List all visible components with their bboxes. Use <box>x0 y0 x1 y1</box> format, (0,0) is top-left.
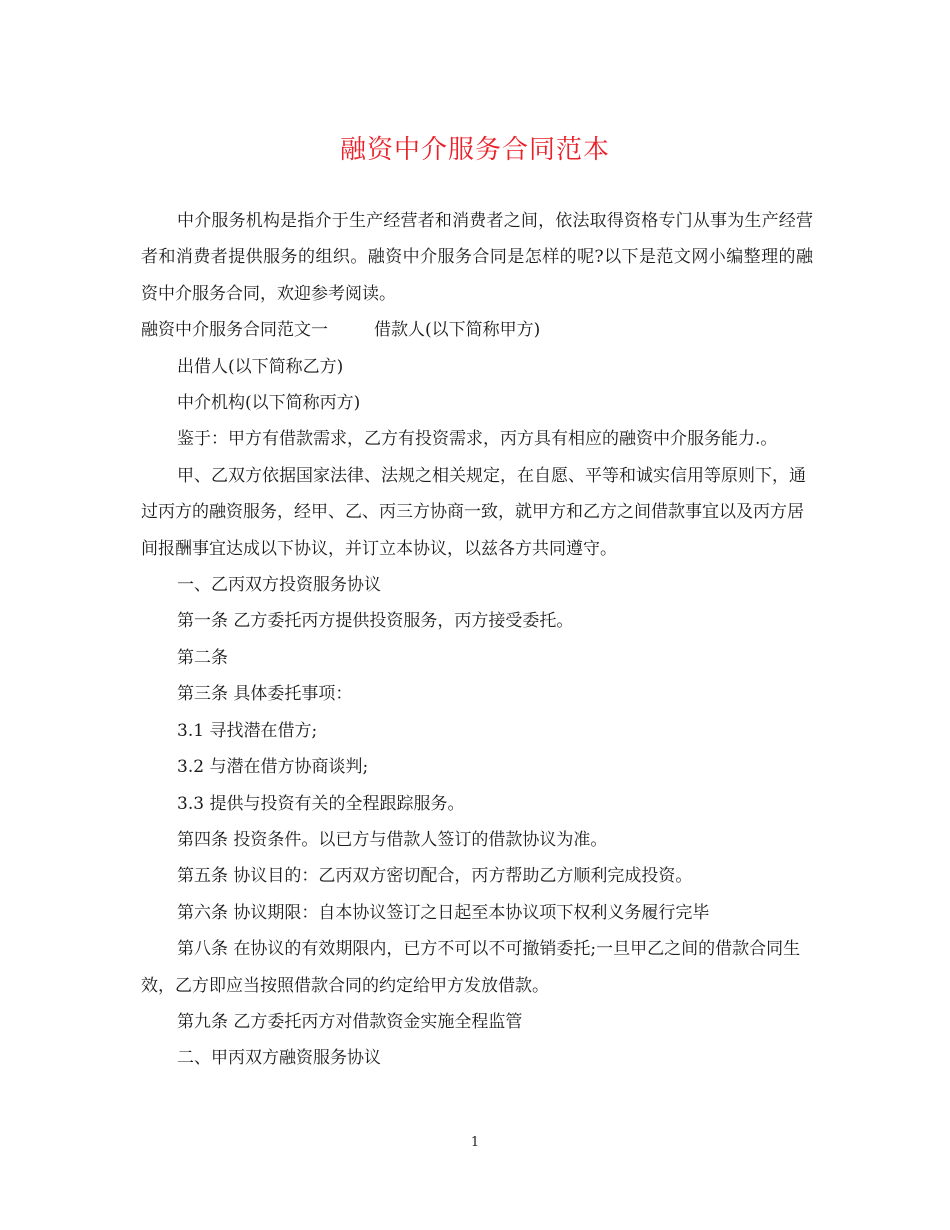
agreement-paragraph: 甲、乙双方依据国家法律、法规之相关规定，在自愿、平等和诚实信用等原则下，通过丙方的融资服务，经甲、乙、丙三方协商一致，就甲方和乙方之间借款事宜以及丙方居间报酬事宜达成以下协议，并订立本协议，以兹各方共同遵守。 <box>141 465 806 559</box>
party-a-label: 借款人(以下简称甲方) <box>374 320 541 341</box>
document-body <box>141 203 813 1077</box>
party-c-label: 中介机构(以下简称丙方) <box>177 393 361 414</box>
article-9: 第九条 乙方委托丙方对借款资金实施全程监管 <box>177 1011 523 1032</box>
whereas-paragraph: 鉴于：甲方有借款需求，乙方有投资需求，丙方具有相应的融资中介服务能力.。 <box>177 429 778 450</box>
party-b-label: 出借人(以下简称乙方) <box>177 356 344 377</box>
document-title: 融资中介服务合同范本 <box>339 135 610 165</box>
article-2: 第二条 <box>177 647 228 668</box>
article-8: 第八条 在协议的有效期限内，已方不可以不可撤销委托;一旦甲乙之间的借款合同生效，乙方即应当按照借款合同的约定给甲方发放借款。 <box>141 939 801 996</box>
article-3: 第三条 具体委托事项： <box>177 684 353 705</box>
item-3-2: 3.2 与潜在借方协商谈判; <box>177 757 369 778</box>
item-3-1: 3.1 寻找潜在借方; <box>177 720 318 741</box>
article-4: 第四条 投资条件。以已方与借款人签订的借款协议为准。 <box>177 829 608 850</box>
section-heading-1: 一、乙丙双方投资服务协议 <box>177 575 381 596</box>
article-1: 第一条 乙方委托丙方提供投资服务，丙方接受委托。 <box>177 611 574 632</box>
sample-label: 融资中介服务合同范文一 <box>141 320 328 341</box>
sample-heading-row <box>141 312 813 348</box>
article-5: 第五条 协议目的：乙丙双方密切配合，丙方帮助乙方顺利完成投资。 <box>177 866 693 887</box>
page-number: 1 <box>470 1135 480 1150</box>
item-3-3: 3.3 提供与投资有关的全程跟踪服务。 <box>177 793 465 814</box>
article-6: 第六条 协议期限：自本协议签订之日起至本协议项下权利义务履行完毕 <box>177 902 710 923</box>
section-heading-2: 二、甲丙双方融资服务协议 <box>177 1048 381 1069</box>
intro-paragraph: 中介服务机构是指介于生产经营者和消费者之间，依法取得资格专门从事为生产经营者和消费者提供服务的组织。融资中介服务合同是怎样的呢?以下是范文网小编整理的融资中介服务合同，欢迎参考阅读。 <box>141 211 813 304</box>
